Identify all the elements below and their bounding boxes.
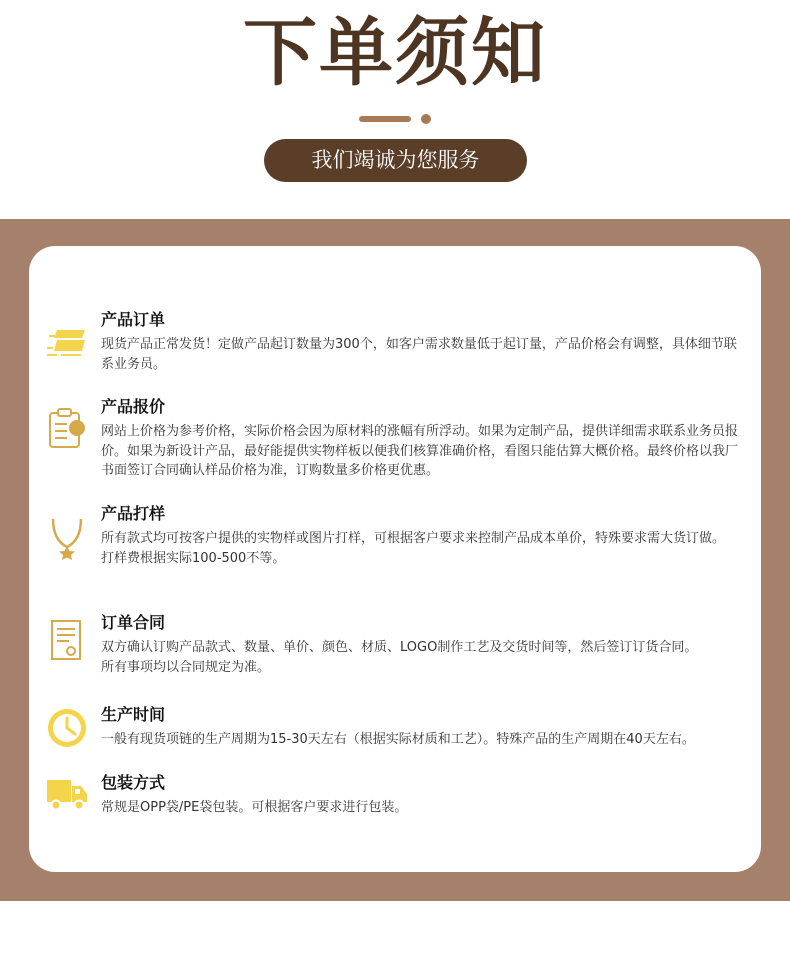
title-divider-dot bbox=[421, 114, 431, 124]
contract-icon bbox=[45, 618, 89, 662]
item-description bbox=[101, 730, 747, 750]
item-text-line: 所有事项均以合同规定为准。 bbox=[101, 659, 271, 675]
item-text-line: 双方确认订购产品款式、数量、单价、颜色、材质、LOGO制作工艺及交货时间等，然后签订订货合同。 bbox=[101, 640, 698, 655]
item-title: 产品订单 bbox=[101, 310, 166, 329]
item-text-line: 现货产品正常发货！定做产品起订数量为300个，如客户需求数量低于起订量，产品价格会有调整，具体细节联系业务员。 bbox=[101, 337, 737, 372]
item-description bbox=[101, 638, 747, 677]
title-divider-bar bbox=[359, 116, 411, 122]
page-title: 下单须知 bbox=[243, 10, 547, 96]
item-text-line: 网站上价格为参考价格，实际价格会因为原材料的涨幅有所浮动。如果为定制产品，提供详细需求联系业务员报价。如果为新设计产品，最好能提供实物样板以便我们核算准确价格，看图只能估算大概价格。最终价格以我厂书面签订合同确认样品价格为准，订购数量多价格更优惠。 bbox=[101, 424, 739, 478]
necklace-icon bbox=[45, 517, 89, 561]
clock-icon bbox=[45, 706, 89, 750]
item-description bbox=[101, 422, 747, 481]
item-description bbox=[101, 529, 747, 568]
item-title: 产品报价 bbox=[101, 397, 166, 416]
item-title: 产品打样 bbox=[101, 504, 166, 523]
item-text-line: 打样费根据实际100-500不等。 bbox=[101, 550, 286, 566]
service-banner: 我们竭诚为您服务 bbox=[264, 139, 527, 182]
item-text-line: 所有款式均可按客户提供的实物样或图片打样，可根据客户要求来控制产品成本单价，特殊要求需大货订做。 bbox=[101, 531, 726, 546]
item-title: 包装方式 bbox=[101, 773, 166, 792]
item-title: 生产时间 bbox=[101, 705, 166, 724]
item-title: 订单合同 bbox=[101, 613, 166, 632]
item-text-line: 常规是OPP袋/PE袋包装。可根据客户要求进行包装。 bbox=[101, 800, 408, 815]
truck-icon bbox=[45, 772, 89, 816]
box-stack-icon bbox=[45, 321, 89, 365]
item-description bbox=[101, 335, 747, 374]
notice-card bbox=[29, 246, 761, 872]
item-text-line: 一般有现货项链的生产周期为15-30天左右（根据实际材质和工艺）。特殊产品的生产周期在40天左右。 bbox=[101, 732, 695, 747]
clipboard-icon bbox=[45, 406, 89, 450]
item-description bbox=[101, 798, 747, 818]
